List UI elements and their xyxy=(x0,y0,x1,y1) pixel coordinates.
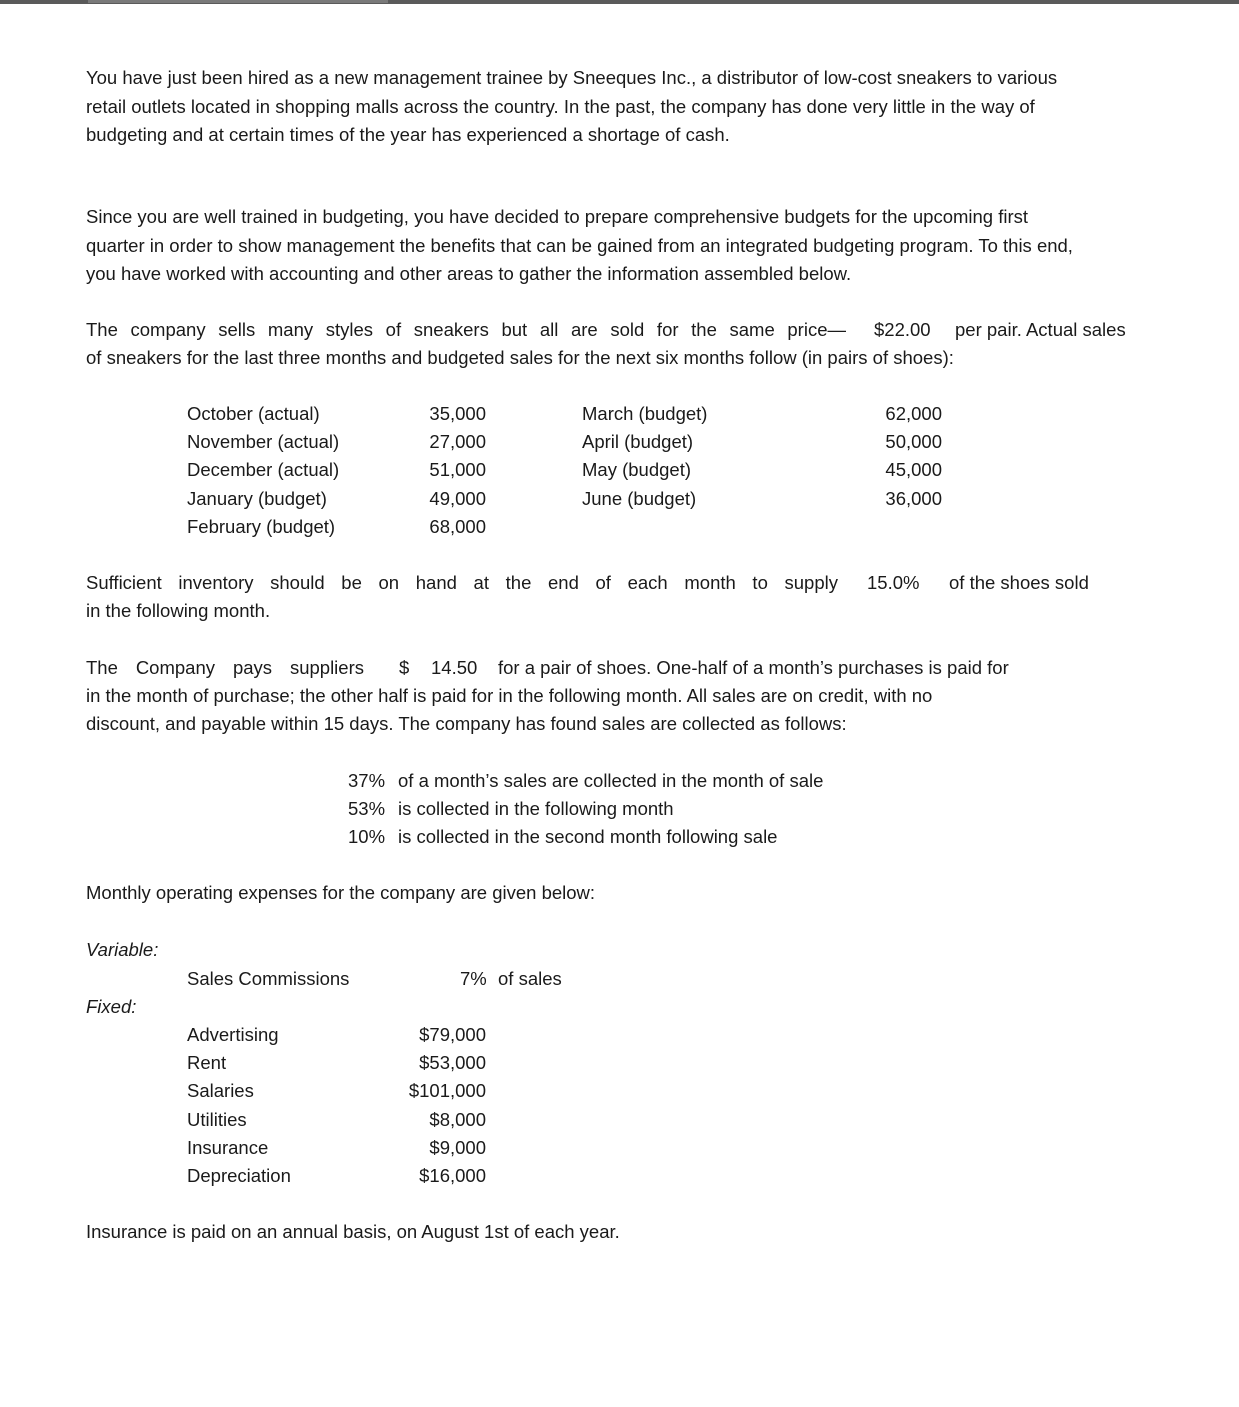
fixed-expense-amount: $53,000 xyxy=(419,1052,486,1074)
fixed-expense-amount: $8,000 xyxy=(429,1108,486,1130)
fixed-expense-name: Advertising xyxy=(187,1024,279,1045)
fixed-expense-amount: $79,000 xyxy=(419,1024,486,1045)
intro-line: You have just been hired as a new management trainee by Sneeques Inc., a distributor of low-cost sneakers to various xyxy=(86,67,1058,88)
inventory-line1-after: of the shoes sold xyxy=(949,572,1089,593)
sales-month: October (actual) xyxy=(187,403,320,424)
sales-units: 45,000 xyxy=(885,459,942,481)
fixed-expense-names xyxy=(187,1021,291,1190)
context-line: quarter in order to show management the benefits that can be gained from an integrated budgeting program. To this end, xyxy=(86,234,1073,256)
context-line: you have worked with accounting and other areas to gather the information assembled below. xyxy=(86,263,852,284)
sales-units: 35,000 xyxy=(429,403,486,424)
supplier-cost-value: 14.50 xyxy=(431,657,478,678)
fixed-expense-name: Salaries xyxy=(187,1080,254,1102)
price-value: $22.00 xyxy=(874,319,931,340)
intro-paragraph xyxy=(86,64,1057,150)
sales-right-units xyxy=(856,400,942,513)
suppliers-line3: discount, and payable within 15 days. The company has found sales are collected as follows: xyxy=(86,713,847,734)
collection-text: is collected in the second month following sale xyxy=(398,826,778,848)
fixed-expense-amounts xyxy=(386,1021,486,1190)
inventory-percent: 15.0% xyxy=(867,572,920,593)
variable-item-suffix: of sales xyxy=(498,968,562,989)
collection-texts xyxy=(398,767,823,852)
inventory-line2: in the following month. xyxy=(86,600,271,621)
sales-month: December (actual) xyxy=(187,459,340,481)
collection-pcts xyxy=(348,767,385,852)
price-line1-text: The company sells many styles of sneakers but all are sold for the same price— xyxy=(86,319,846,340)
sales-units: 62,000 xyxy=(885,403,942,424)
suppliers-line1-after: for a pair of shoes. One-half of a month’s purchases is paid for xyxy=(498,657,1009,678)
collection-text: is collected in the following month xyxy=(398,798,674,820)
fixed-expense-amount: $9,000 xyxy=(429,1136,486,1158)
sales-month: June (budget) xyxy=(582,487,697,509)
price-line1-after: per pair. Actual sales xyxy=(955,319,1126,340)
sales-units: 36,000 xyxy=(885,487,942,509)
sales-month: November (actual) xyxy=(187,431,340,453)
collection-pct: 53% xyxy=(348,798,386,820)
fixed-expense-name: Depreciation xyxy=(187,1165,291,1187)
suppliers-line2: in the month of purchase; the other half is paid for in the following month. All sales are on credit, with no xyxy=(86,685,933,706)
sales-month: May (budget) xyxy=(582,459,691,481)
sales-month: January (budget) xyxy=(187,487,327,509)
intro-line: budgeting and at certain times of the year has experienced a shortage of cash. xyxy=(86,124,730,145)
sales-units: 49,000 xyxy=(429,487,486,509)
variable-label: Variable: xyxy=(86,939,159,960)
sales-left-months xyxy=(187,400,339,541)
suppliers-line1-text: The Company pays suppliers xyxy=(86,657,364,678)
fixed-expense-amount: $16,000 xyxy=(419,1165,486,1187)
collection-pct: 37% xyxy=(348,770,386,791)
sales-month: April (budget) xyxy=(582,431,694,453)
sales-month: March (budget) xyxy=(582,403,708,424)
sales-right-months xyxy=(582,400,707,513)
sales-units: 50,000 xyxy=(885,431,942,453)
variable-item-value: 7% xyxy=(460,968,487,989)
sales-left-units xyxy=(400,400,486,541)
collection-text: of a month’s sales are collected in the month of sale xyxy=(398,770,824,791)
insurance-note: Insurance is paid on an annual basis, on August 1st of each year. xyxy=(86,1221,620,1242)
fixed-label: Fixed: xyxy=(86,996,137,1017)
sales-units: 68,000 xyxy=(429,515,486,537)
sales-units: 51,000 xyxy=(429,459,486,481)
variable-item-name: Sales Commissions xyxy=(187,968,350,989)
context-line: Since you are well trained in budgeting, you have decided to prepare comprehensive budgets for the upcoming first xyxy=(86,206,1029,227)
sales-month: February (budget) xyxy=(187,515,336,537)
sales-units: 27,000 xyxy=(429,431,486,453)
collection-pct: 10% xyxy=(348,826,386,848)
fixed-expense-amount: $101,000 xyxy=(408,1080,486,1102)
inventory-line1-text: Sufficient inventory should be on hand at the end of each month to supply xyxy=(86,572,838,593)
fixed-expense-name: Rent xyxy=(187,1052,227,1074)
expenses-heading: Monthly operating expenses for the company are given below: xyxy=(86,882,596,903)
context-paragraph xyxy=(86,203,1073,289)
intro-line: retail outlets located in shopping malls across the country. In the past, the company has done very little in the way of xyxy=(86,95,1035,117)
price-line2: of sneakers for the last three months and budgeted sales for the next six months follow (in pairs of shoes): xyxy=(86,347,954,368)
fixed-expense-name: Utilities xyxy=(187,1108,247,1130)
supplier-cost-symbol: $ xyxy=(399,657,410,678)
cropped-heading-remnant xyxy=(88,0,388,3)
fixed-expense-name: Insurance xyxy=(187,1136,269,1158)
